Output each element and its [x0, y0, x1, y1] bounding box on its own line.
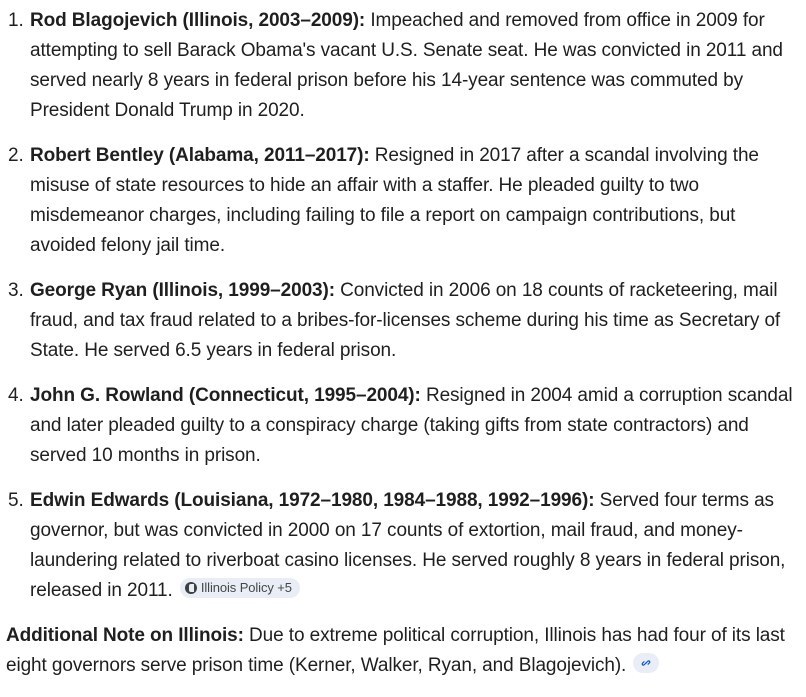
- list-item: [6, 141, 800, 261]
- list-number: 1.: [8, 10, 24, 31]
- list-number: 4.: [8, 385, 24, 406]
- item-lead: Rod Blagojevich (Illinois, 2003–2009):: [30, 10, 366, 31]
- list-number: 5.: [8, 490, 24, 511]
- note-lead: Additional Note on Illinois:: [6, 625, 244, 646]
- item-text: Resigned in 2017 after a scandal involving the misuse of state resources to hide an affair with a staffer. He pleaded guilty to two misdemeanor charges, including failing to file a report on campaign contributions, but avoided felony jail time.: [30, 145, 759, 256]
- item-lead: John G. Rowland (Connecticut, 1995–2004):: [30, 385, 421, 406]
- item-text: Resigned in 2004 amid a corruption scandal and later pleaded guilty to a conspiracy charge (taking gifts from state contractors) and served 10 months in prison.: [30, 385, 793, 466]
- link-icon-glyph: [639, 656, 653, 670]
- note-text: Due to extreme political corruption, Illinois has had four of its last eight governors serve prison time (Kerner, Walker, Ryan, and Blagojevich).: [6, 625, 785, 676]
- source-chip-label: Illinois Policy +5: [200, 580, 292, 595]
- source-chip[interactable]: [180, 578, 300, 598]
- governors-list: [6, 0, 800, 606]
- list-number: 2.: [8, 145, 24, 166]
- list-item: [6, 381, 800, 471]
- list-item: [6, 486, 800, 606]
- source-favicon-icon: [185, 582, 197, 594]
- item-lead: Robert Bentley (Alabama, 2011–2017):: [30, 145, 370, 166]
- item-text: Impeached and removed from office in 2009 for attempting to sell Barack Obama's vacant U.S. Senate seat. He was convicted in 2011 and served nearly 8 years in federal prison before his 14-year sentence was commuted by President Donald Trump in 2020.: [30, 10, 783, 121]
- list-item: [6, 6, 800, 126]
- item-text: Served four terms as governor, but was convicted in 2000 on 17 counts of extortion, mail fraud, and money-laundering related to riverboat casino licenses. He served roughly 8 years in federal prison, released in 2011.: [30, 490, 786, 601]
- item-text: Convicted in 2006 on 18 counts of racketeering, mail fraud, and tax fraud related to a bribes-for-licenses scheme during his time as Secretary of State. He served 6.5 years in federal prison.: [30, 280, 781, 361]
- link-icon[interactable]: [633, 653, 659, 673]
- additional-note: [6, 621, 800, 681]
- list-number: 3.: [8, 280, 24, 301]
- list-item: [6, 276, 800, 366]
- item-lead: George Ryan (Illinois, 1999–2003):: [30, 280, 335, 301]
- item-lead: Edwin Edwards (Louisiana, 1972–1980, 1984–1988, 1992–1996):: [30, 490, 595, 511]
